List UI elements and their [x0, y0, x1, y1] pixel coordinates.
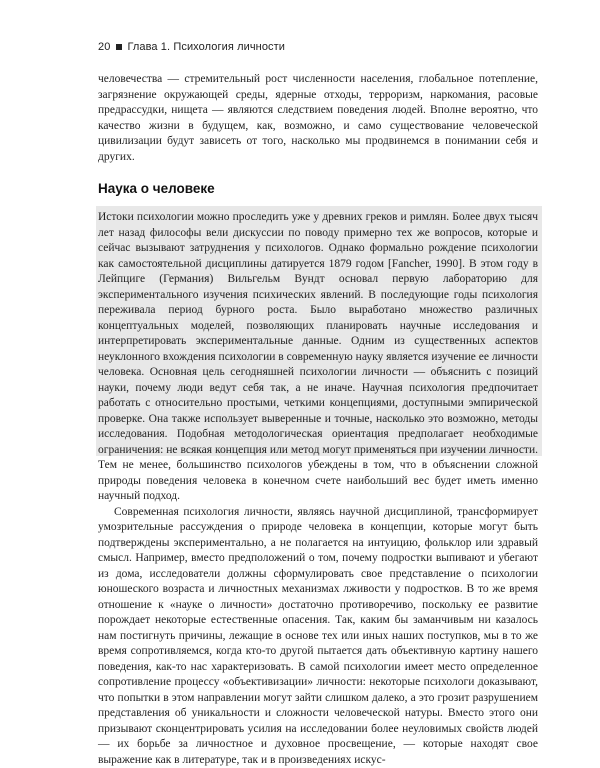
paragraph-1: Истоки психологии можно проследить уже у древних греков и римлян. Более двух тысяч лет назад философы вели дискуссии по поводу примерно тех же вопросов, которые и сейчас вызывают затруднения у психологов. Однако формально рождение психологии как самостоятельной дисциплины датируется 1879 годом [Fancher, 1990]. В этом году в Лейпциге (Германия) Вильгельм Вундт основал первую лабораторию для экспериментального изучения психических явлений. В последующие годы психология переживала период бурного роста. Было выработано множество различных концептуальных моделей, позволяющих планировать научные исследования и интерпретировать экспериментальные данные. Одним из существенных аспектов неуклонного вхождения психологии в современную науку является изучение ее личности человека. Основная цель сегодняшней психологии личности — объяснить с позиций науки, почему люди ведут себя так, а не иначе. Научная психология предпочитает работать с относительно простыми, четкими концепциями, доступными эмпирической проверке. Она также использует выверенные и точные, насколько это возможно, методы исследования. Подобная методологическая ориентация предполагает необходимые ограничения: не всякая концепция или метод могут применяться при изучении личности. Тем не менее, большинство психологов убеждены в том, что в объяснении сложной природы поведения человека в конечном счете наибольший вес будет иметь именно научный подход.	[98, 210, 538, 505]
chapter-title: Глава 1. Психология личности	[127, 41, 285, 53]
paragraph-2: Современная психология личности, являясь научной дисциплиной, трансформирует умозрительные рассуждения о природе человека в концепции, которые могут быть подтверждены экспериментально, а не полагается на интуицию, фольклор или здравый смысл. Например, вместо предположений о том, почему подростки выпивают и убегают из дома, исследователи должны сформулировать свое представление о психологии юношеского возраста и личностных механизмах лживости у подростков. В то же время отношение к «науке о личности» достаточно противоречиво, поскольку ее развитие порождает некоторые естественные опасения. Так, каким бы заманчивым ни казалось нам постигнуть причины, лежащие в основе тех или иных наших поступков, мы в то же время сопротивляемся, когда кто-то другой пытается дать объективную картину нашего поведения, как-то нас характеризовать. В самой психологии имеет место определенное сопротивление процессу «объективизации» личности: некоторые психологи доказывают, что попытки в этом направлении могут зайти слишком далеко, а это грозит разрушением представления об уникальности и сложности человеческой натуры. Вместо этого они призывают сконцентрировать усилия на исследовании более неуловимых свойств людей — их борьбе за личностное и духовное просвещение, — которые находят свое выражение как в литературе, так и в произведениях искус-	[98, 505, 538, 768]
intro-paragraph: человечества — стремительный рост численности населения, глобальное потепление, загрязнение окружающей среды, ядерные отходы, терроризм, наркомания, расовые предрассудки, нищета — являются следствием поведения людей. Вполне вероятно, что качество жизни в будущем, как, возможно, и само существование человеческой цивилизации будут зависеть от того, насколько мы продвинемся в понимании себя и других.	[98, 72, 538, 166]
section-body	[98, 210, 538, 768]
square-bullet-icon	[116, 44, 122, 50]
page-number: 20	[98, 41, 110, 53]
running-head	[98, 41, 285, 53]
section-title: Наука о человеке	[98, 181, 215, 196]
intro-text	[98, 72, 538, 166]
